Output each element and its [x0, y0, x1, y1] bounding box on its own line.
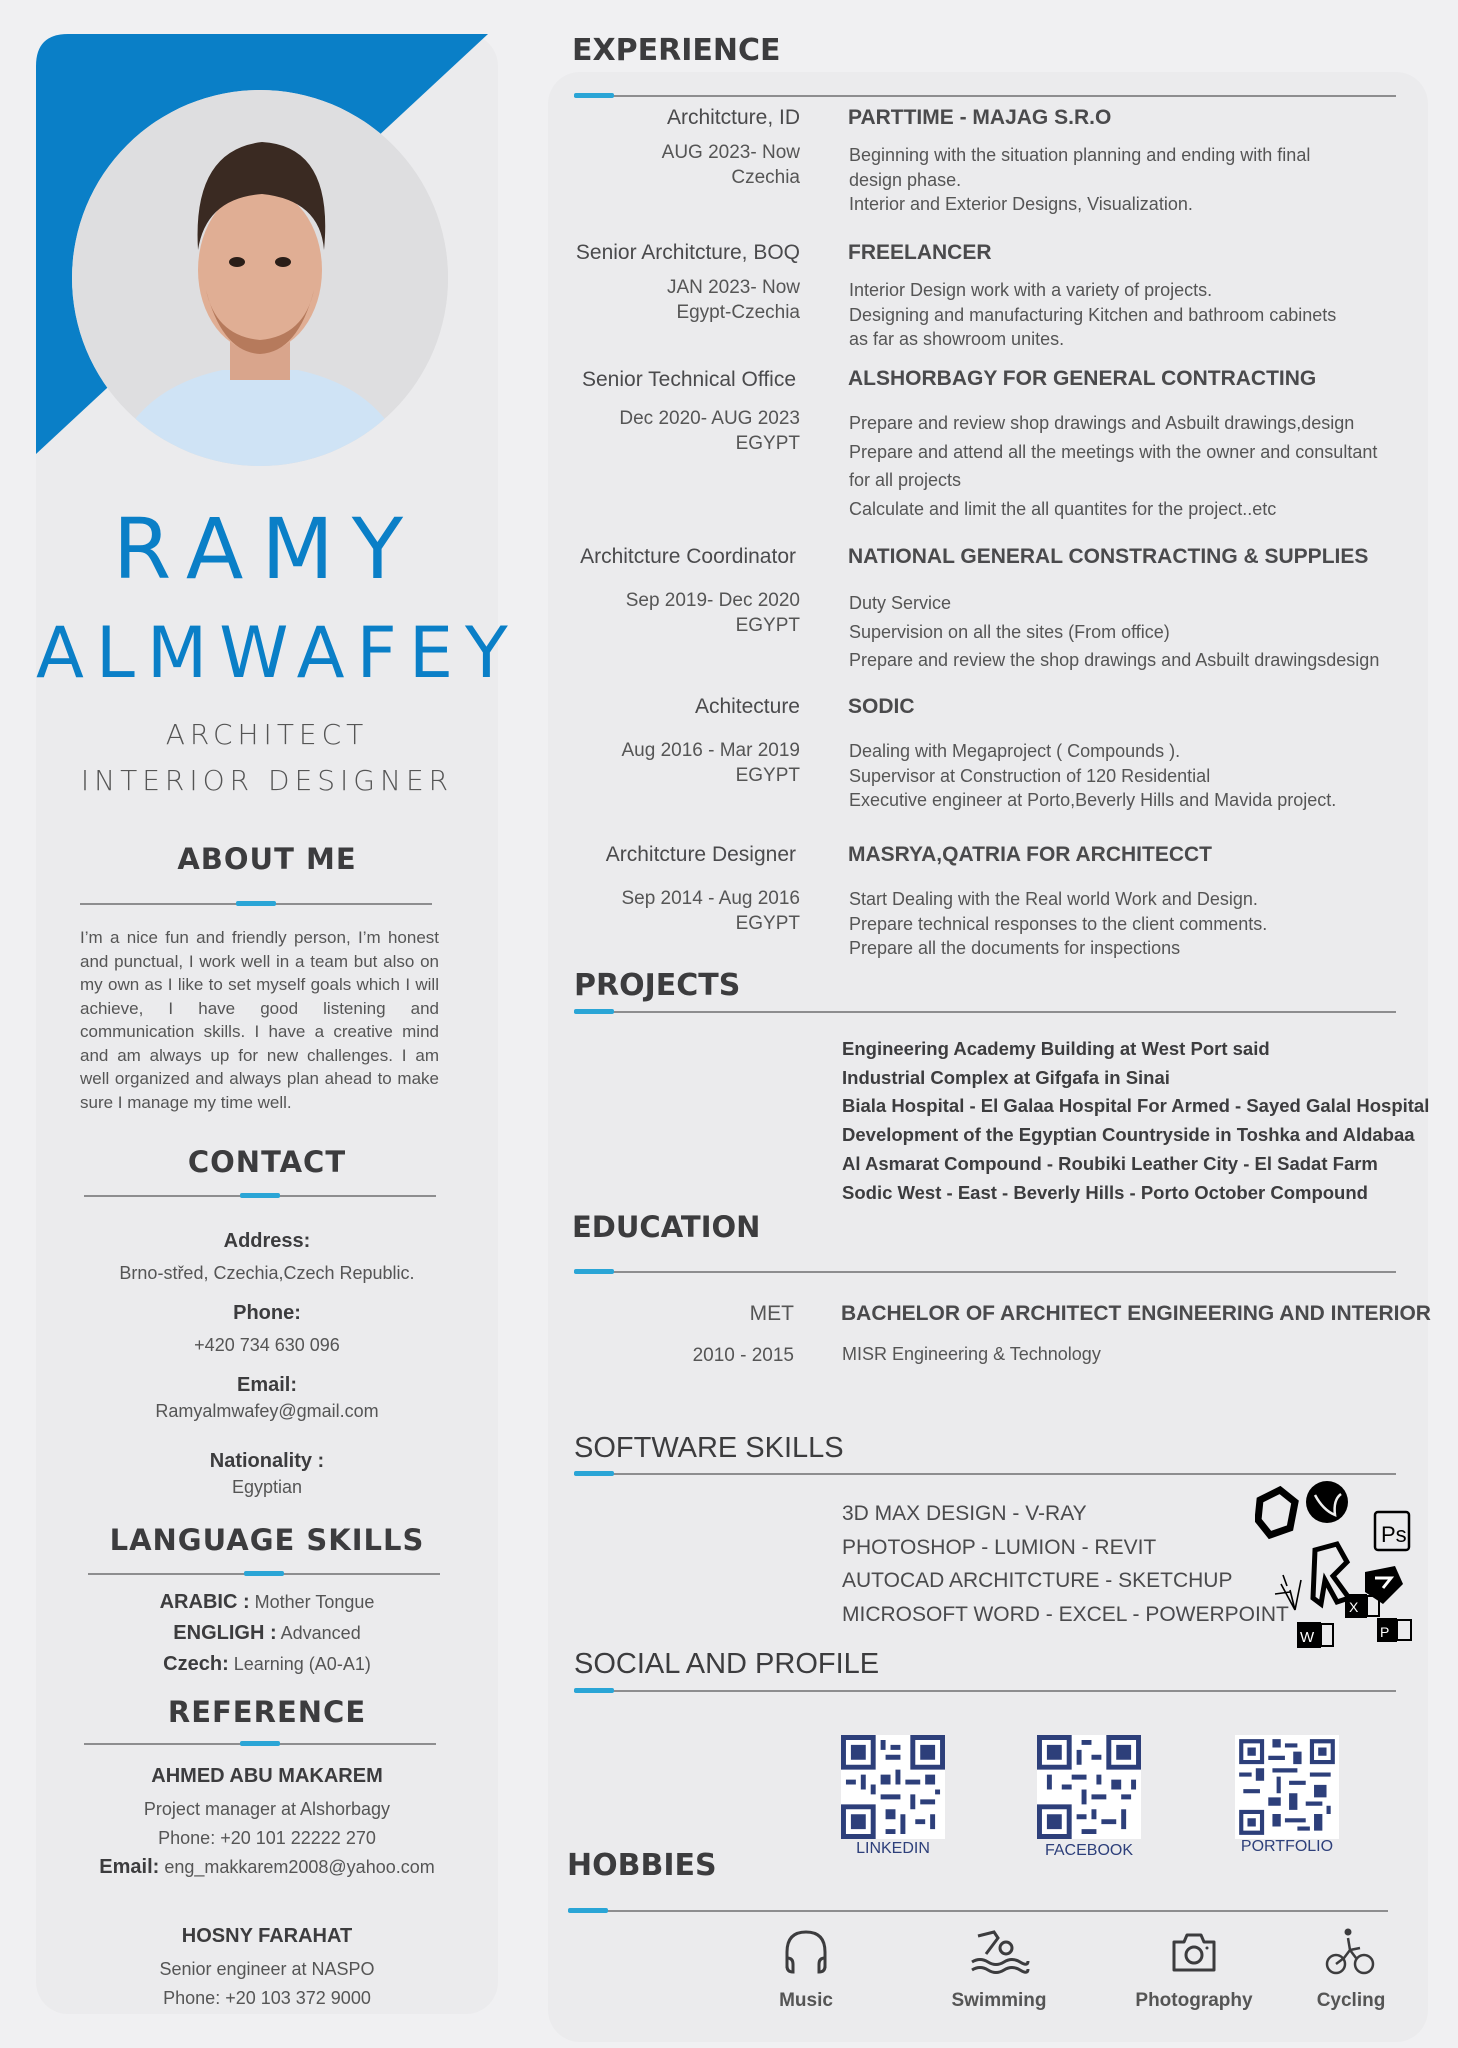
exp-5-company: SODIC [848, 695, 915, 718]
headphones-icon [781, 1928, 831, 1976]
profile-photo [72, 90, 448, 466]
software-item: AUTOCAD ARCHITCTURE - SKETCHUP [842, 1569, 1233, 1592]
contact-heading: CONTACT [187, 1145, 347, 1179]
portfolio-label[interactable]: PORTFOLIO [1240, 1838, 1334, 1855]
software-item: PHOTOSHOP - LUMION - REVIT [842, 1535, 1157, 1559]
social-heading: SOCIAL AND PROFILE [574, 1648, 880, 1680]
reference-heading: REFERENCE [167, 1695, 367, 1729]
project-item: Biala Hospital - El Galaa Hospital For Armed - Sayed Galal Hospital [842, 1095, 1430, 1117]
projects-divider [574, 1011, 1396, 1013]
linkedin-qr-code[interactable] [841, 1735, 945, 1839]
reference-1-phone: Phone: +20 101 22222 270 [158, 1828, 376, 1848]
cyclist-icon [1324, 1928, 1378, 1976]
facebook-qr-code[interactable] [1037, 1735, 1141, 1839]
education-institution: MISR Engineering & Technology [842, 1344, 1101, 1364]
reference-divider [84, 1743, 436, 1745]
hobbies-divider [568, 1910, 1388, 1912]
software-item: MICROSOFT WORD - EXCEL - POWERPOINT [842, 1602, 1289, 1626]
reference-1-role: Project manager at Alshorbagy [143, 1799, 391, 1819]
exp-3-description: Prepare and review shop drawings and Asbuilt drawings,design Prepare and attend all the meetings with the owner and consultant for all projects Calculate and limit the all quantites for the project..etc [849, 413, 1378, 520]
first-name: RAMY [112, 500, 422, 598]
hobby-cycling [1281, 1928, 1421, 2012]
language-item-english: ENGLIGH : Advanced [173, 1622, 361, 1644]
last-name: ALMWAFEY [36, 612, 520, 694]
reference-2-name: HOSNY FARAHAT [181, 1925, 353, 1947]
svg-text:X: X [1349, 1599, 1359, 1615]
svg-text:Ps: Ps [1381, 1522, 1407, 1547]
contact-divider [84, 1195, 436, 1197]
nationality-label: Nationality : [209, 1450, 325, 1472]
experience-divider [574, 95, 1396, 97]
projects-heading: PROJECTS [574, 968, 741, 1003]
exp-4-dates: Sep 2019- Dec 2020 EGYPT [625, 590, 800, 636]
reference-2-phone: Phone: +20 103 372 9000 [163, 1988, 371, 2008]
exp-1-role: Architcture, ID [666, 106, 800, 129]
exp-3-role: Senior Technical Office [581, 368, 796, 391]
project-item: Al Asmarat Compound - Roubiki Leather City - El Sadat Farm [842, 1152, 1378, 1174]
language-divider [88, 1573, 440, 1575]
education-divider [574, 1271, 1396, 1273]
about-heading: ABOUT ME [177, 842, 357, 876]
sketchup-icon [1365, 1566, 1403, 1604]
reference-1-name: AHMED ABU MAKAREM [151, 1765, 383, 1787]
language-item-arabic: ARABIC : Mother Tongue [159, 1591, 375, 1613]
education-degree: BACHELOR OF ARCHITECT ENGINEERING AND INTERIOR [841, 1302, 1431, 1325]
email-label: Email: [236, 1374, 298, 1396]
software-list [842, 1497, 1289, 1631]
software-icons [1255, 1480, 1415, 1650]
hobby-photography [1124, 1928, 1264, 2012]
exp-4-role: Architcture Coordinator [580, 545, 796, 568]
projects-list [842, 1035, 1429, 1207]
word-icon [1297, 1622, 1333, 1648]
camera-icon [1170, 1928, 1218, 1976]
portfolio-qr-code[interactable] [1235, 1735, 1339, 1839]
hobby-swimming [929, 1928, 1069, 2012]
language-item-czech: Czech: Learning (A0-A1) [163, 1653, 371, 1675]
photoshop-icon [1375, 1512, 1409, 1550]
exp-6-role: Architcture Designer [605, 843, 796, 866]
phone-label: Phone: [233, 1302, 301, 1324]
exp-2-dates: JAN 2023- Now Egypt-Czechia [666, 277, 800, 323]
address-label: Address: [223, 1230, 311, 1252]
exp-6-description: Start Dealing with the Real world Work and Design. Prepare technical responses to the client comments. Prepare all the documents for inspections [849, 889, 1268, 958]
hobby-music [736, 1928, 876, 2012]
exp-4-description: Duty Service Supervision on all the sites (From office) Prepare and review the shop drawings and Asbuilt drawingsdesign [849, 593, 1380, 671]
facebook-label[interactable]: FACEBOOK [1044, 1842, 1134, 1859]
project-item: Engineering Academy Building at West Port said [842, 1038, 1270, 1059]
exp-1-company: PARTTIME - MAJAG S.R.O [848, 106, 1112, 129]
exp-2-company: FREELANCER [848, 241, 992, 264]
about-divider [80, 903, 432, 905]
education-short: MET [749, 1302, 794, 1325]
phone-value[interactable]: +420 734 630 096 [194, 1335, 340, 1355]
linkedin-label[interactable]: LINKEDIN [856, 1840, 930, 1857]
language-heading: LANGUAGE SKILLS [109, 1523, 425, 1557]
software-heading: SOFTWARE SKILLS [574, 1432, 844, 1464]
project-item: Industrial Complex at Gifgafa in Sinai [842, 1066, 1170, 1088]
software-divider [574, 1473, 1396, 1475]
exp-2-role: Senior Architcture, BOQ [575, 241, 800, 264]
exp-2-description: Interior Design work with a variety of projects. Designing and manufacturing Kitchen and bathroom cabinets as far as showroom unites. [849, 280, 1337, 349]
hobby-label: Photography [1135, 1990, 1253, 2011]
software-item: 3D MAX DESIGN - V-RAY [842, 1502, 1087, 1525]
3dsmax-icon [1258, 1490, 1295, 1535]
hobbies-heading: HOBBIES [567, 1848, 717, 1883]
exp-5-description: Dealing with Megaproject ( Compounds ). Supervisor at Construction of 120 Residential Executive engineer at Porto,Beverly Hills and Mavida project. [849, 741, 1337, 810]
hobby-label: Music [779, 1990, 833, 2011]
education-years: 2010 - 2015 [692, 1345, 794, 1366]
about-text: I’m a nice fun and friendly person, I’m honest and punctual, I work well in a team but also on my own as I like to set myself goals which I will achieve, I have good listening and communication skills. I have a creative mind and am always up for new challenges. I am well organized and always plan ahead to make sure I manage my time well. [80, 928, 439, 1112]
exp-1-dates: AUG 2023- Now Czechia [661, 142, 800, 188]
exp-3-company: ALSHORBAGY FOR GENERAL CONTRACTING [848, 367, 1317, 390]
svg-text:W: W [1300, 1629, 1315, 1646]
hobby-label: Cycling [1316, 1990, 1386, 2011]
exp-3-dates: Dec 2020- AUG 2023 EGYPT [619, 408, 800, 454]
social-divider [574, 1690, 1396, 1692]
vray-icon [1306, 1481, 1348, 1523]
exp-4-company: NATIONAL GENERAL CONSTRACTING & SUPPLIES [848, 545, 1369, 568]
exp-1-description: Beginning with the situation planning and ending with final design phase. Interior and Exterior Designs, Visualization. [849, 145, 1311, 214]
job-title-architect: ARCHITECT [165, 718, 369, 751]
address-value: Brno-střed, Czechia,Czech Republic. [119, 1263, 415, 1283]
experience-heading: EXPERIENCE [572, 33, 781, 68]
exp-6-company: MASRYA,QATRIA FOR ARCHITECCT [848, 843, 1212, 866]
education-heading: EDUCATION [572, 1210, 761, 1244]
lumion-icon [1275, 1575, 1301, 1610]
exp-5-role: Achitecture [694, 695, 800, 718]
project-item: Development of the Egyptian Countryside in Toshka and Aldabaa [842, 1124, 1415, 1146]
project-item: Sodic West - East - Beverly Hills - Porto October Compound [842, 1181, 1368, 1203]
swimmer-icon [968, 1928, 1030, 1976]
revit-icon [1313, 1544, 1349, 1604]
exp-5-dates: Aug 2016 - Mar 2019 EGYPT [621, 740, 800, 786]
job-title-interior: INTERIOR DESIGNER [80, 764, 454, 797]
hobby-label: Swimming [951, 1990, 1047, 2011]
reference-1-email: Email: eng_makkarem2008@yahoo.com [99, 1856, 435, 1878]
powerpoint-icon [1377, 1618, 1411, 1642]
exp-6-dates: Sep 2014 - Aug 2016 EGYPT [621, 888, 800, 934]
svg-text:P: P [1380, 1624, 1390, 1640]
nationality-value: Egyptian [231, 1477, 303, 1497]
email-value[interactable]: Ramyalmwafey@gmail.com [155, 1401, 379, 1421]
reference-2-role: Senior engineer at NASPO [159, 1959, 375, 1979]
